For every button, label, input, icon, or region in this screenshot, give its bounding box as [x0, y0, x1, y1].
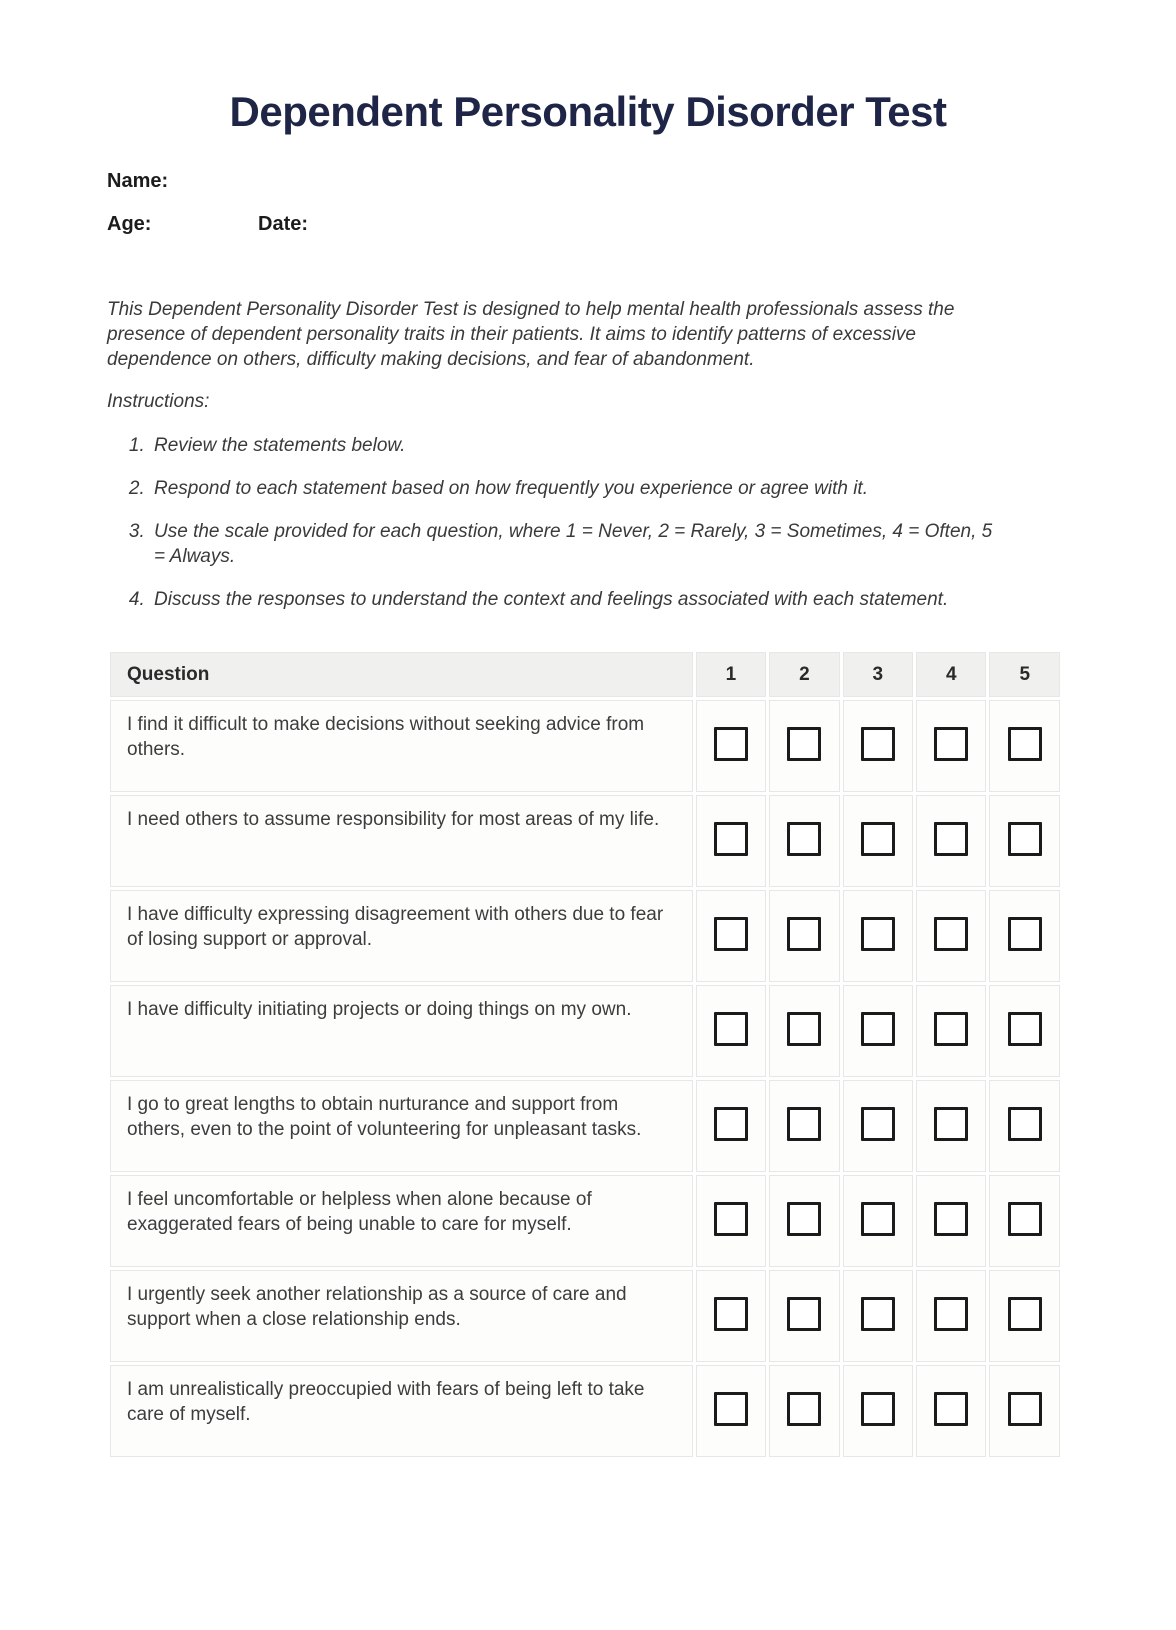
- score-checkbox-q2-s1[interactable]: [714, 822, 748, 856]
- instruction-item-4: 4. Discuss the responses to understand the context and feelings associated with each statement.: [150, 587, 1001, 612]
- score-cell-q1-s3: [843, 700, 913, 792]
- score-checkbox-q8-s3[interactable]: [861, 1392, 895, 1426]
- scale-header-5: 5: [989, 652, 1060, 697]
- instructions-heading: Instructions:: [107, 391, 210, 413]
- instruction-item-3: 3. Use the scale provided for each question, where 1 = Never, 2 = Rarely, 3 = Sometimes, 4 = Often, 5 = Always.: [150, 519, 1001, 569]
- score-checkbox-q6-s5[interactable]: [1008, 1202, 1042, 1236]
- score-checkbox-q4-s2[interactable]: [787, 1012, 821, 1046]
- date-input-area[interactable]: [312, 216, 372, 238]
- score-cell-q5-s5: [989, 1080, 1060, 1172]
- score-checkbox-q5-s1[interactable]: [714, 1107, 748, 1141]
- table-header-row: [110, 652, 1060, 697]
- scale-header-3: 3: [843, 652, 913, 697]
- age-date-row: [107, 212, 1069, 238]
- score-cell-q2-s2: [769, 795, 839, 887]
- score-cell-q2-s3: [843, 795, 913, 887]
- score-cell-q6-s5: [989, 1175, 1060, 1267]
- table-row-2: [110, 795, 1060, 887]
- score-checkbox-q4-s5[interactable]: [1008, 1012, 1042, 1046]
- scale-header-1: 1: [696, 652, 766, 697]
- question-cell-4: I have difficulty initiating projects or doing things on my own.: [110, 985, 693, 1077]
- score-cell-q8-s1: [696, 1365, 766, 1457]
- score-checkbox-q1-s1[interactable]: [714, 727, 748, 761]
- scale-header-2: 2: [769, 652, 839, 697]
- question-column-header: Question: [110, 652, 693, 697]
- question-cell-6: I feel uncomfortable or helpless when alone because of exaggerated fears of being unable to care for myself.: [110, 1175, 693, 1267]
- page-title: Dependent Personality Disorder Test: [229, 88, 947, 135]
- score-cell-q8-s5: [989, 1365, 1060, 1457]
- table-row-7: [110, 1270, 1060, 1362]
- score-cell-q4-s5: [989, 985, 1060, 1077]
- score-checkbox-q3-s1[interactable]: [714, 917, 748, 951]
- score-checkbox-q5-s2[interactable]: [787, 1107, 821, 1141]
- score-cell-q6-s4: [916, 1175, 986, 1267]
- score-cell-q7-s2: [769, 1270, 839, 1362]
- score-cell-q8-s4: [916, 1365, 986, 1457]
- question-cell-7: I urgently seek another relationship as a source of care and support when a close relationship ends.: [110, 1270, 693, 1362]
- score-cell-q6-s1: [696, 1175, 766, 1267]
- score-cell-q6-s3: [843, 1175, 913, 1267]
- score-cell-q2-s4: [916, 795, 986, 887]
- score-cell-q7-s5: [989, 1270, 1060, 1362]
- score-cell-q1-s1: [696, 700, 766, 792]
- name-field-row: [107, 169, 1069, 195]
- score-checkbox-q7-s5[interactable]: [1008, 1297, 1042, 1331]
- description-text: This Dependent Personality Disorder Test is designed to help mental health professionals assess the presence of dependent personality traits in their patients. It aims to identify patterns of excessive dependence on others, difficulty making decisions, and fear of abandonment.: [107, 299, 955, 371]
- age-field: [107, 212, 258, 238]
- score-checkbox-q7-s2[interactable]: [787, 1297, 821, 1331]
- score-cell-q2-s5: [989, 795, 1060, 887]
- score-checkbox-q7-s3[interactable]: [861, 1297, 895, 1331]
- name-input-area[interactable]: [173, 173, 233, 195]
- score-cell-q5-s1: [696, 1080, 766, 1172]
- score-checkbox-q3-s4[interactable]: [934, 917, 968, 951]
- score-checkbox-q1-s3[interactable]: [861, 727, 895, 761]
- score-cell-q5-s4: [916, 1080, 986, 1172]
- score-cell-q7-s3: [843, 1270, 913, 1362]
- question-cell-3: I have difficulty expressing disagreement with others due to fear of losing support or approval.: [110, 890, 693, 982]
- table-row-1: [110, 700, 1060, 792]
- score-cell-q7-s1: [696, 1270, 766, 1362]
- score-checkbox-q2-s4[interactable]: [934, 822, 968, 856]
- score-cell-q3-s2: [769, 890, 839, 982]
- score-checkbox-q8-s5[interactable]: [1008, 1392, 1042, 1426]
- score-checkbox-q6-s1[interactable]: [714, 1202, 748, 1236]
- table-row-8: [110, 1365, 1060, 1457]
- name-label: Name:: [107, 170, 169, 193]
- score-cell-q4-s4: [916, 985, 986, 1077]
- score-checkbox-q1-s4[interactable]: [934, 727, 968, 761]
- instructions-list: [121, 433, 1001, 612]
- score-cell-q1-s2: [769, 700, 839, 792]
- score-cell-q5-s2: [769, 1080, 839, 1172]
- score-checkbox-q6-s2[interactable]: [787, 1202, 821, 1236]
- score-cell-q3-s4: [916, 890, 986, 982]
- table-row-5: [110, 1080, 1060, 1172]
- score-cell-q3-s1: [696, 890, 766, 982]
- age-label: Age:: [107, 213, 152, 236]
- questions-table: [107, 649, 1063, 1460]
- score-checkbox-q7-s4[interactable]: [934, 1297, 968, 1331]
- date-label: Date:: [258, 213, 309, 236]
- table-row-6: [110, 1175, 1060, 1267]
- score-cell-q1-s4: [916, 700, 986, 792]
- table-row-4: [110, 985, 1060, 1077]
- score-checkbox-q2-s3[interactable]: [861, 822, 895, 856]
- score-checkbox-q3-s2[interactable]: [787, 917, 821, 951]
- score-checkbox-q1-s5[interactable]: [1008, 727, 1042, 761]
- score-checkbox-q4-s4[interactable]: [934, 1012, 968, 1046]
- score-cell-q6-s2: [769, 1175, 839, 1267]
- score-checkbox-q5-s3[interactable]: [861, 1107, 895, 1141]
- score-checkbox-q3-s5[interactable]: [1008, 917, 1042, 951]
- table-row-3: [110, 890, 1060, 982]
- score-checkbox-q8-s4[interactable]: [934, 1392, 968, 1426]
- question-cell-5: I go to great lengths to obtain nurturance and support from others, even to the point of volunteering for unpleasant tasks.: [110, 1080, 693, 1172]
- score-checkbox-q1-s2[interactable]: [787, 727, 821, 761]
- score-cell-q7-s4: [916, 1270, 986, 1362]
- score-checkbox-q2-s2[interactable]: [787, 822, 821, 856]
- score-cell-q4-s2: [769, 985, 839, 1077]
- age-input-area[interactable]: [156, 216, 216, 238]
- score-cell-q2-s1: [696, 795, 766, 887]
- score-checkbox-q7-s1[interactable]: [714, 1297, 748, 1331]
- date-field: [258, 212, 372, 238]
- score-checkbox-q6-s4[interactable]: [934, 1202, 968, 1236]
- score-checkbox-q8-s1[interactable]: [714, 1392, 748, 1426]
- score-cell-q3-s5: [989, 890, 1060, 982]
- score-checkbox-q5-s4[interactable]: [934, 1107, 968, 1141]
- score-checkbox-q4-s1[interactable]: [714, 1012, 748, 1046]
- score-cell-q3-s3: [843, 890, 913, 982]
- question-cell-2: I need others to assume responsibility for most areas of my life.: [110, 795, 693, 887]
- score-checkbox-q8-s2[interactable]: [787, 1392, 821, 1426]
- score-cell-q4-s3: [843, 985, 913, 1077]
- question-cell-1: I find it difficult to make decisions without seeking advice from others.: [110, 700, 693, 792]
- score-checkbox-q6-s3[interactable]: [861, 1202, 895, 1236]
- score-checkbox-q5-s5[interactable]: [1008, 1107, 1042, 1141]
- instruction-item-2: 2. Respond to each statement based on how frequently you experience or agree with it.: [150, 476, 1001, 501]
- scale-header-4: 4: [916, 652, 986, 697]
- instruction-item-1: 1. Review the statements below.: [150, 433, 1001, 458]
- question-cell-8: I am unrealistically preoccupied with fears of being left to take care of myself.: [110, 1365, 693, 1457]
- score-checkbox-q3-s3[interactable]: [861, 917, 895, 951]
- score-cell-q4-s1: [696, 985, 766, 1077]
- score-checkbox-q4-s3[interactable]: [861, 1012, 895, 1046]
- score-cell-q8-s2: [769, 1365, 839, 1457]
- score-cell-q1-s5: [989, 700, 1060, 792]
- score-checkbox-q2-s5[interactable]: [1008, 822, 1042, 856]
- score-cell-q5-s3: [843, 1080, 913, 1172]
- score-cell-q8-s3: [843, 1365, 913, 1457]
